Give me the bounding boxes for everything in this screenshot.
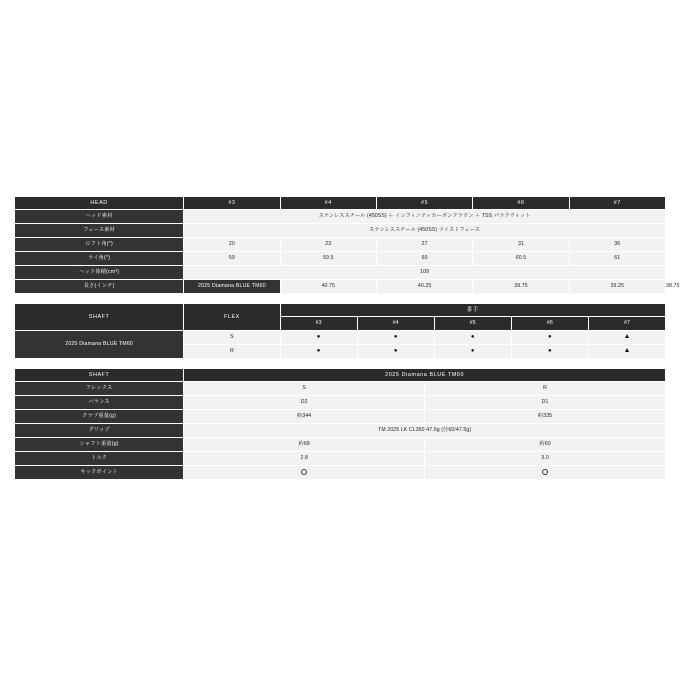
spec-sheet <box>14 196 680 489</box>
row-label-loft: ロフト角(°) <box>15 238 184 252</box>
table-row <box>15 452 666 466</box>
subcol-club-3: #3 <box>280 317 357 331</box>
table-row <box>15 382 666 396</box>
subcol-club-7: #7 <box>588 317 665 331</box>
col-flex: FLEX <box>184 304 280 331</box>
col-club-5: #5 <box>376 197 472 210</box>
avail-s-4: ● <box>357 331 434 345</box>
table-header-row <box>15 197 666 210</box>
row-label-torque: トルク <box>15 452 184 466</box>
col-shaft-model: 2025 Diamana BLUE TM60 <box>184 369 666 382</box>
shaft-flex-table <box>14 303 666 359</box>
length-4: 40.25 <box>376 280 472 294</box>
kickpoint-r <box>425 466 666 480</box>
row-label-shaft-weight: シャフト重量(g) <box>15 438 184 452</box>
col-club-group: 番手 <box>280 304 665 317</box>
shaft-detail-table <box>14 368 666 480</box>
flex-value-s: S <box>184 382 425 396</box>
subcol-club-6: #6 <box>511 317 588 331</box>
table-row <box>15 331 666 345</box>
row-label-head-volume: ヘッド体積(cm³) <box>15 266 184 280</box>
triangle-icon <box>625 334 629 338</box>
row-label-head-material: ヘッド素材 <box>15 210 184 224</box>
loft-4: 23 <box>280 238 376 252</box>
table-row <box>15 252 666 266</box>
shaft-flex-table-wrap <box>14 303 666 359</box>
row-label-face-material: フェース素材 <box>15 224 184 238</box>
table-row <box>15 210 666 224</box>
flex-r: R <box>184 345 280 359</box>
club-weight-s: 約344 <box>184 410 425 424</box>
avail-r-7 <box>588 345 665 359</box>
loft-5: 27 <box>376 238 472 252</box>
row-label-lie: ライ角(°) <box>15 252 184 266</box>
avail-s-7 <box>588 331 665 345</box>
shaft-weight-s: 約68 <box>184 438 425 452</box>
col-shaft: SHAFT <box>15 304 184 331</box>
length-5: 39.75 <box>473 280 569 294</box>
row-label-kickpoint: キックポイント <box>15 466 184 480</box>
table-row <box>15 396 666 410</box>
loft-3: 20 <box>184 238 280 252</box>
shaft-name: 2025 Diamana BLUE TM60 <box>15 331 184 359</box>
head-spec-table-wrap <box>14 196 680 294</box>
row-label-club-weight: クラブ重量(g) <box>15 410 184 424</box>
subcol-club-5: #5 <box>434 317 511 331</box>
lie-6: 60.5 <box>473 252 569 266</box>
table-row <box>15 410 666 424</box>
grip-value: TM 2025 LK CL360 47.5g (径60/47.5g) <box>184 424 666 438</box>
table-header-row <box>15 304 666 317</box>
col-club-4: #4 <box>280 197 376 210</box>
shaft-weight-r: 約60 <box>425 438 666 452</box>
lie-3: 59 <box>184 252 280 266</box>
col-head: HEAD <box>15 197 184 210</box>
kickpoint-icon <box>301 469 307 475</box>
head-spec-table <box>14 196 680 294</box>
row-label-grip: グリップ <box>15 424 184 438</box>
balance-r: D1 <box>425 396 666 410</box>
table-row-length <box>15 280 666 294</box>
col-club-3: #3 <box>184 197 280 210</box>
torque-r: 3.0 <box>425 452 666 466</box>
lie-5: 60 <box>376 252 472 266</box>
subcol-club-4: #4 <box>357 317 434 331</box>
table-row <box>15 238 666 252</box>
loft-7: 36 <box>569 238 665 252</box>
lie-7: 61 <box>569 252 665 266</box>
balance-s: D2 <box>184 396 425 410</box>
avail-r-3: ● <box>280 345 357 359</box>
col-club-6: #6 <box>473 197 569 210</box>
row-label-length: 長さ(インチ) <box>15 280 184 294</box>
avail-r-6: ● <box>511 345 588 359</box>
table-row <box>15 224 666 238</box>
lie-4: 59.5 <box>280 252 376 266</box>
col-club-7: #7 <box>569 197 665 210</box>
row-label-balance: バランス <box>15 396 184 410</box>
row-value-head-volume: 109 <box>184 266 666 280</box>
length-3: 40.75 <box>280 280 376 294</box>
torque-s: 2.8 <box>184 452 425 466</box>
shaft-detail-table-wrap <box>14 368 666 480</box>
table-header-row <box>15 369 666 382</box>
row-value-face-material: ステンレススチール (450SS) ツイストフェース <box>184 224 666 238</box>
avail-s-3: ● <box>280 331 357 345</box>
length-6: 39.25 <box>569 280 665 294</box>
avail-s-6: ● <box>511 331 588 345</box>
kickpoint-icon <box>542 469 548 475</box>
table-row <box>15 466 666 480</box>
table-row <box>15 438 666 452</box>
flex-s: S <box>184 331 280 345</box>
row-label-flex: フレックス <box>15 382 184 396</box>
avail-s-5: ● <box>434 331 511 345</box>
length-shaft-name: 2025 Diamana BLUE TM60 <box>184 280 280 294</box>
col-shaft: SHAFT <box>15 369 184 382</box>
table-row <box>15 266 666 280</box>
avail-r-5: ● <box>434 345 511 359</box>
loft-6: 31 <box>473 238 569 252</box>
row-value-head-material: ステンレススチール (450SS) ＋ インフィニティカーボンクラウン ＋ TSS パラクウィット <box>184 210 666 224</box>
avail-r-4: ● <box>357 345 434 359</box>
flex-value-r: R <box>425 382 666 396</box>
table-row <box>15 424 666 438</box>
club-weight-r: 約335 <box>425 410 666 424</box>
triangle-icon <box>625 348 629 352</box>
kickpoint-s <box>184 466 425 480</box>
